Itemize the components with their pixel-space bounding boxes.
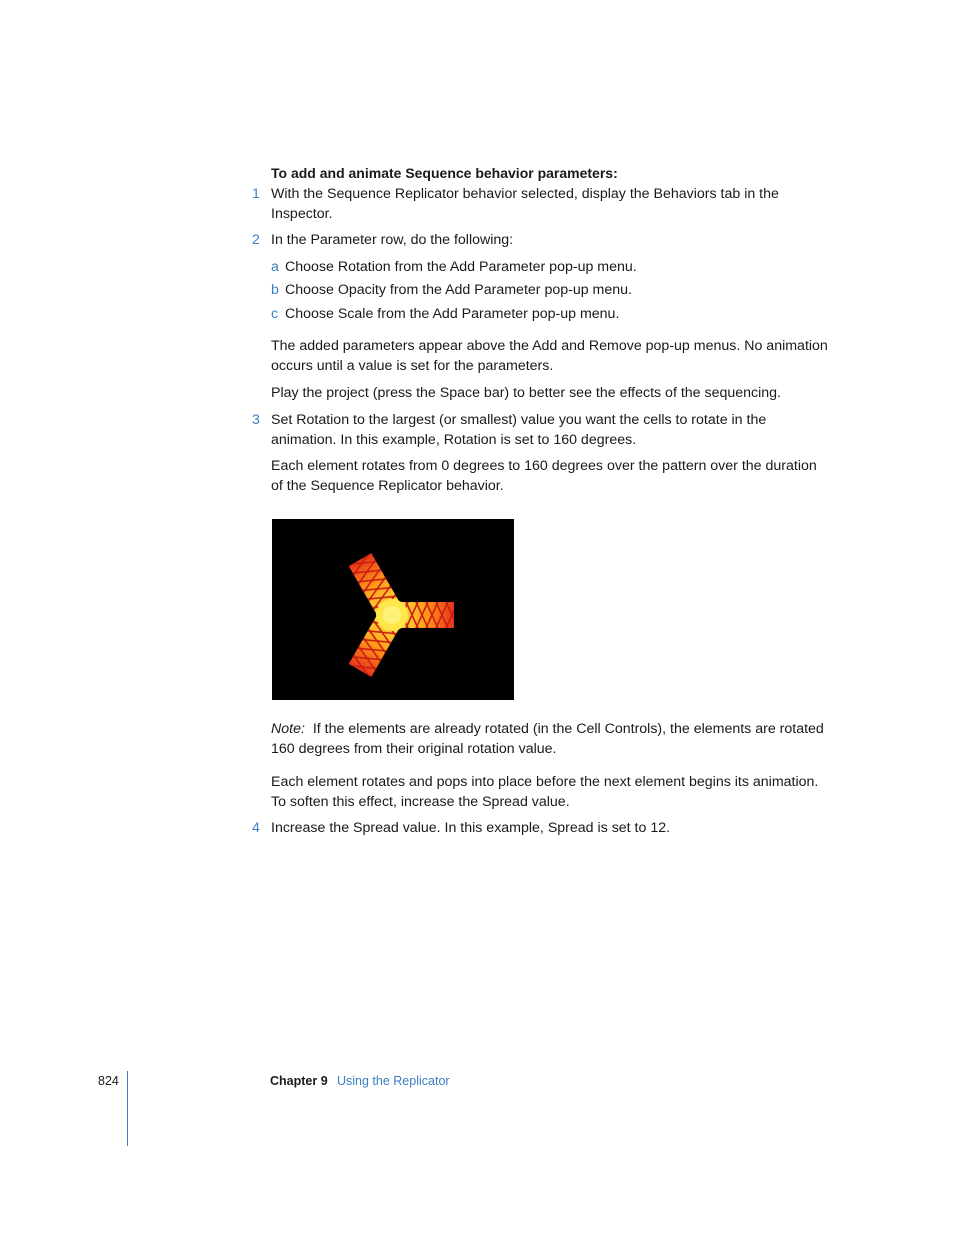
substep-letter-b: b: [271, 282, 279, 298]
note-text: If the elements are already rotated (in the Cell Controls), the elements are rotated 160 degrees from their original rotation value.: [271, 721, 824, 757]
substep-text-c: Choose Scale from the Add Parameter pop-up menu.: [285, 306, 620, 322]
substep-letter-a: a: [271, 259, 279, 275]
step-text-2: In the Parameter row, do the following:: [271, 232, 514, 248]
note-label: Note:: [271, 721, 305, 737]
footer-rule: [127, 1071, 128, 1146]
step-text-4: Increase the Spread value. In this example, Spread is set to 12.: [271, 820, 671, 836]
note-paragraph: [271, 719, 831, 759]
substep-text-b: Choose Opacity from the Add Parameter pop-up menu.: [285, 282, 632, 298]
paragraph-each-rotates: Each element rotates from 0 degrees to 160 degrees over the pattern over the duration of the Sequence Replicator behavior.: [271, 458, 817, 494]
footer-chapter: Chapter 9: [270, 1074, 328, 1088]
three-arm-replicator-image: [272, 519, 514, 700]
replicator-figure: [272, 519, 514, 700]
page-number: 824: [98, 1074, 119, 1088]
paragraph-play-project: Play the project (press the Space bar) to better see the effects of the sequencing.: [271, 385, 782, 401]
step-number-1: 1: [252, 186, 260, 202]
paragraph-pops-into-place: Each element rotates and pops into place before the next element begins its animation. To soften this effect, increase the Spread value.: [271, 774, 819, 810]
step-text-3: Set Rotation to the largest (or smallest) value you want the cells to rotate in the animation. In this example, Rotation is set to 160 degrees.: [271, 412, 767, 448]
substep-letter-c: c: [271, 306, 279, 322]
footer-chapter-title: Using the Replicator: [337, 1074, 450, 1088]
step-number-4: 4: [252, 820, 260, 836]
step-number-3: 3: [252, 412, 260, 428]
step-text-1: With the Sequence Replicator behavior selected, display the Behaviors tab in the Inspector.: [271, 186, 779, 222]
paragraph-added-parameters: The added parameters appear above the Add and Remove pop-up menus. No animation occurs until a value is set for the parameters.: [271, 338, 828, 374]
step-number-2: 2: [252, 232, 260, 248]
substep-text-a: Choose Rotation from the Add Parameter pop-up menu.: [285, 259, 637, 275]
procedure-heading: To add and animate Sequence behavior parameters:: [271, 165, 618, 181]
